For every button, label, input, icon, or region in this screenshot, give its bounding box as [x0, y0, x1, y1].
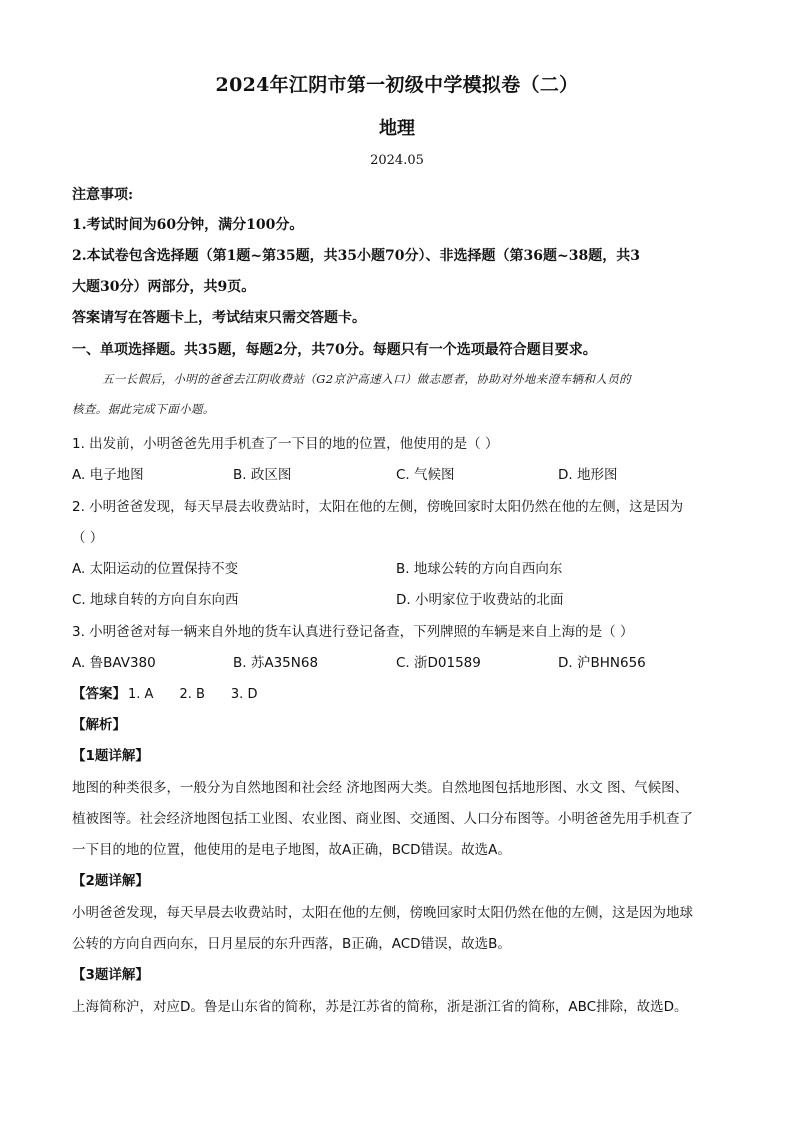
question-2-stem: 2. 小明爸爸发现，每天早晨去收费站时，太阳在他的左侧，傍晚回家时太阳仍然在他的左侧，这是因为 [72, 499, 684, 515]
q1-detail-line-3: 一下目的地的位置，他使用的是电子地图，故A正确，BCD错误。故选A。 [72, 842, 511, 858]
q1-option-d: D. 地形图 [558, 467, 618, 483]
intro-line-b: 核查。据此完成下面小题。 [72, 402, 215, 416]
q3-option-b: B. 苏A35N68 [233, 655, 319, 671]
analysis-label: 【解析】 [72, 717, 126, 733]
answer-label: 【答案】 [72, 686, 126, 702]
q3-option-a: A. 鲁BAV380 [72, 655, 156, 671]
q1-detail-label: 【1题详解】 [72, 748, 149, 764]
q3-option-c: C. 浙D01589 [396, 655, 481, 671]
intro-line-a: 五一长假后，小明的爸爸去江阴收费站（G2京沪高速入口）做志愿者，协助对外地来澄车辆和人员的 [102, 372, 631, 386]
q2-detail-line-1: 小明爸爸发现，每天早晨去收费站时，太阳在他的左侧，傍晚回家时太阳仍然在他的左侧，这是因为地球 [72, 905, 693, 921]
question-3-stem: 3. 小明爸爸对每一辆来自外地的货车认真进行登记备查，下列牌照的车辆是来自上海的是（ ） [72, 624, 634, 640]
q1-option-b: B. 政区图 [233, 467, 292, 483]
q2-detail-label: 【2题详解】 [72, 873, 149, 889]
answer-2: 2. B [179, 687, 205, 702]
question-2-stem-b: （ ） [72, 530, 104, 546]
exam-title: 2024年江阴市第一初级中学模拟卷（二） [215, 74, 579, 96]
q2-option-d: D. 小明家位于收费站的北面 [396, 592, 564, 608]
q1-detail-line-2: 植被图等。社会经济地图包括工业图、农业图、商业图、交通图、人口分布图等。小明爸爸先用手机查了 [72, 811, 693, 827]
q1-detail-line-1: 地图的种类很多，一般分为自然地图和社会经 济地图两大类。自然地图包括地形图、水文 图、气候图、 [72, 780, 689, 796]
q1-option-c: C. 气候图 [396, 467, 455, 483]
q2-option-a: A. 太阳运动的位置保持不变 [72, 561, 239, 577]
q3-detail-label: 【3题详解】 [72, 967, 149, 983]
notes-heading: 注意事项: [72, 187, 134, 203]
notes-line-1: 1.考试时间为60分钟，满分100分。 [72, 217, 304, 233]
q1-option-a: A. 电子地图 [72, 467, 144, 483]
question-1-stem: 1. 出发前，小明爸爸先用手机查了一下目的地的位置，他使用的是（ ） [72, 436, 499, 452]
section-heading: 一、单项选择题。共35题，每题2分，共70分。每题只有一个选项最符合题目要求。 [72, 342, 597, 358]
answer-1: 1. A [128, 687, 154, 702]
notes-line-3: 答案请写在答题卡上，考试结束只需交答题卡。 [72, 310, 366, 326]
q3-detail-line-1: 上海简称沪，对应D。鲁是山东省的简称，苏是江苏省的简称，浙是浙江省的简称，ABC排除，故选D。 [72, 999, 688, 1015]
q2-detail-line-2: 公转的方向自西向东，日月星辰的东升西落，B正确，ACD错误，故选B。 [72, 936, 511, 952]
q3-option-d: D. 沪BHN656 [558, 655, 646, 671]
answer-row [72, 682, 257, 702]
exam-date: 2024.05 [370, 153, 424, 168]
answer-3: 3. D [230, 687, 258, 702]
subject-title: 地理 [379, 118, 415, 139]
q2-option-b: B. 地球公转的方向自西向东 [396, 561, 563, 577]
notes-line-2b: 大题30分）两部分，共9页。 [72, 279, 256, 295]
notes-line-2a: 2.本试卷包含选择题（第1题~第35题，共35小题70分）、非选择题（第36题~38题，共3 [72, 248, 640, 264]
q2-option-c: C. 地球自转的方向自东向西 [72, 592, 239, 608]
